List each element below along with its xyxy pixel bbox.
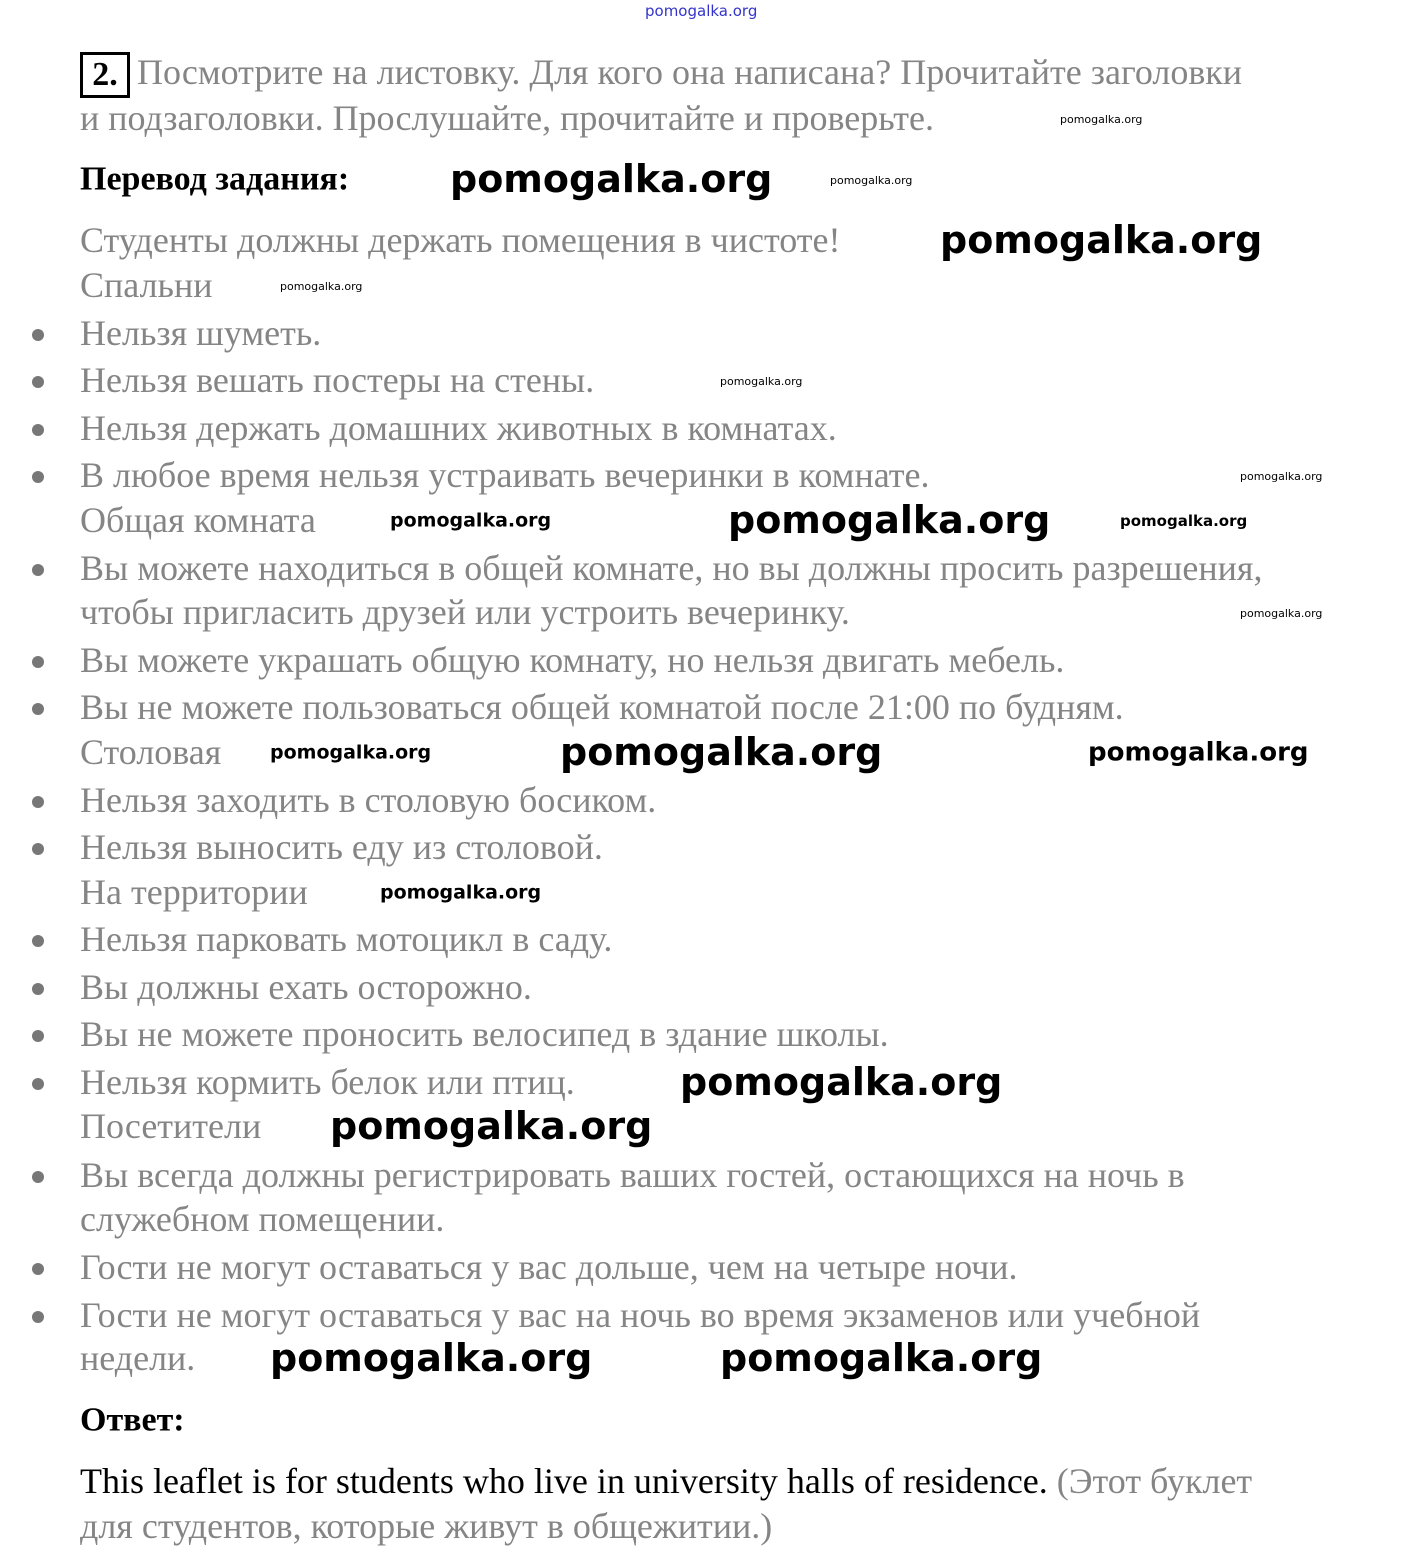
watermark: pomogalka.org	[1088, 737, 1309, 768]
list-item: Нельзя кормить белок или птиц.	[80, 1062, 575, 1103]
watermark: pomogalka.org	[720, 374, 803, 388]
watermark: pomogalka.org	[940, 218, 1263, 263]
watermark: pomogalka.org	[330, 1104, 653, 1149]
answer-line	[80, 1461, 1253, 1502]
bullet-icon	[32, 1171, 44, 1183]
leaflet-title: Студенты должны держать помещения в чистоте!	[80, 220, 841, 261]
watermark: pomogalka.org	[390, 509, 552, 532]
list-item: Нельзя шуметь.	[80, 313, 322, 354]
list-item-continuation: чтобы пригласить друзей или устроить вечеринку.	[80, 592, 850, 633]
answer-translation: (Этот буклет	[1047, 1461, 1253, 1502]
bullet-icon	[32, 656, 44, 668]
bullet-icon	[32, 703, 44, 715]
watermark: pomogalka.org	[280, 279, 363, 293]
list-item: Нельзя заходить в столовую босиком.	[80, 780, 657, 821]
list-item-continuation: недели.	[80, 1338, 196, 1379]
bullet-icon	[32, 1311, 44, 1323]
list-item: Нельзя держать домашних животных в комнатах.	[80, 408, 837, 449]
bullet-icon	[32, 1078, 44, 1090]
list-item: Вы должны ехать осторожно.	[80, 967, 532, 1008]
watermark: pomogalka.org	[680, 1060, 1003, 1105]
answer-english: This leaflet is for students who live in university halls of residence.	[80, 1461, 1048, 1502]
watermark: pomogalka.org	[560, 730, 883, 775]
watermark: pomogalka.org	[1240, 606, 1323, 620]
watermark: pomogalka.org	[1120, 511, 1248, 530]
bullet-icon	[32, 564, 44, 576]
watermark: pomogalka.org	[1060, 112, 1143, 126]
section-heading: Общая комната	[80, 500, 316, 541]
list-item: Вы можете украшать общую комнату, но нельзя двигать мебель.	[80, 640, 1065, 681]
bullet-icon	[32, 471, 44, 483]
bullet-icon	[32, 935, 44, 947]
list-item: Гости не могут оставаться у вас на ночь во время экзаменов или учебной	[80, 1295, 1201, 1336]
bullet-icon	[32, 424, 44, 436]
watermark: pomogalka.org	[270, 741, 432, 764]
list-item: Нельзя парковать мотоцикл в саду.	[80, 919, 613, 960]
task-text: и подзаголовки. Прослушайте, прочитайте и проверьте.	[80, 98, 934, 139]
bullet-icon	[32, 1263, 44, 1275]
list-item: В любое время нельзя устраивать вечеринки в комнате.	[80, 455, 930, 496]
watermark: pomogalka.org	[450, 157, 773, 202]
list-item-continuation: служебном помещении.	[80, 1199, 445, 1240]
list-item: Нельзя выносить еду из столовой.	[80, 827, 603, 868]
list-item: Вы не можете проносить велосипед в здание школы.	[80, 1014, 889, 1055]
list-item: Нельзя вешать постеры на стены.	[80, 360, 595, 401]
section-heading: Спальни	[80, 265, 213, 306]
section-heading: Посетители	[80, 1106, 262, 1147]
watermark: pomogalka.org	[270, 1336, 593, 1381]
watermark: pomogalka.org	[645, 1, 758, 20]
bullet-icon	[32, 983, 44, 995]
bullet-icon	[32, 376, 44, 388]
task-number: 2.	[80, 52, 130, 98]
watermark: pomogalka.org	[380, 881, 542, 904]
bullet-icon	[32, 796, 44, 808]
list-item: Вы не можете пользоваться общей комнатой после 21:00 по будням.	[80, 687, 1124, 728]
bullet-icon	[32, 843, 44, 855]
watermark: pomogalka.org	[1240, 469, 1323, 483]
bullet-icon	[32, 1030, 44, 1042]
translation-heading: Перевод задания:	[80, 160, 350, 198]
list-item: Вы можете находиться в общей комнате, но вы должны просить разрешения,	[80, 548, 1263, 589]
section-heading: На территории	[80, 872, 308, 913]
list-item: Гости не могут оставаться у вас дольше, чем на четыре ночи.	[80, 1247, 1018, 1288]
watermark: pomogalka.org	[830, 173, 913, 187]
task-text: Посмотрите на листовку. Для кого она написана? Прочитайте заголовки	[137, 52, 1243, 93]
section-heading: Столовая	[80, 732, 222, 773]
answer-translation: для студентов, которые живут в общежитии.)	[80, 1506, 773, 1547]
bullet-icon	[32, 329, 44, 341]
watermark: pomogalka.org	[720, 1336, 1043, 1381]
watermark: pomogalka.org	[728, 498, 1051, 543]
answer-heading: Ответ:	[80, 1401, 185, 1439]
list-item: Вы всегда должны регистрировать ваших гостей, остающихся на ночь в	[80, 1155, 1185, 1196]
